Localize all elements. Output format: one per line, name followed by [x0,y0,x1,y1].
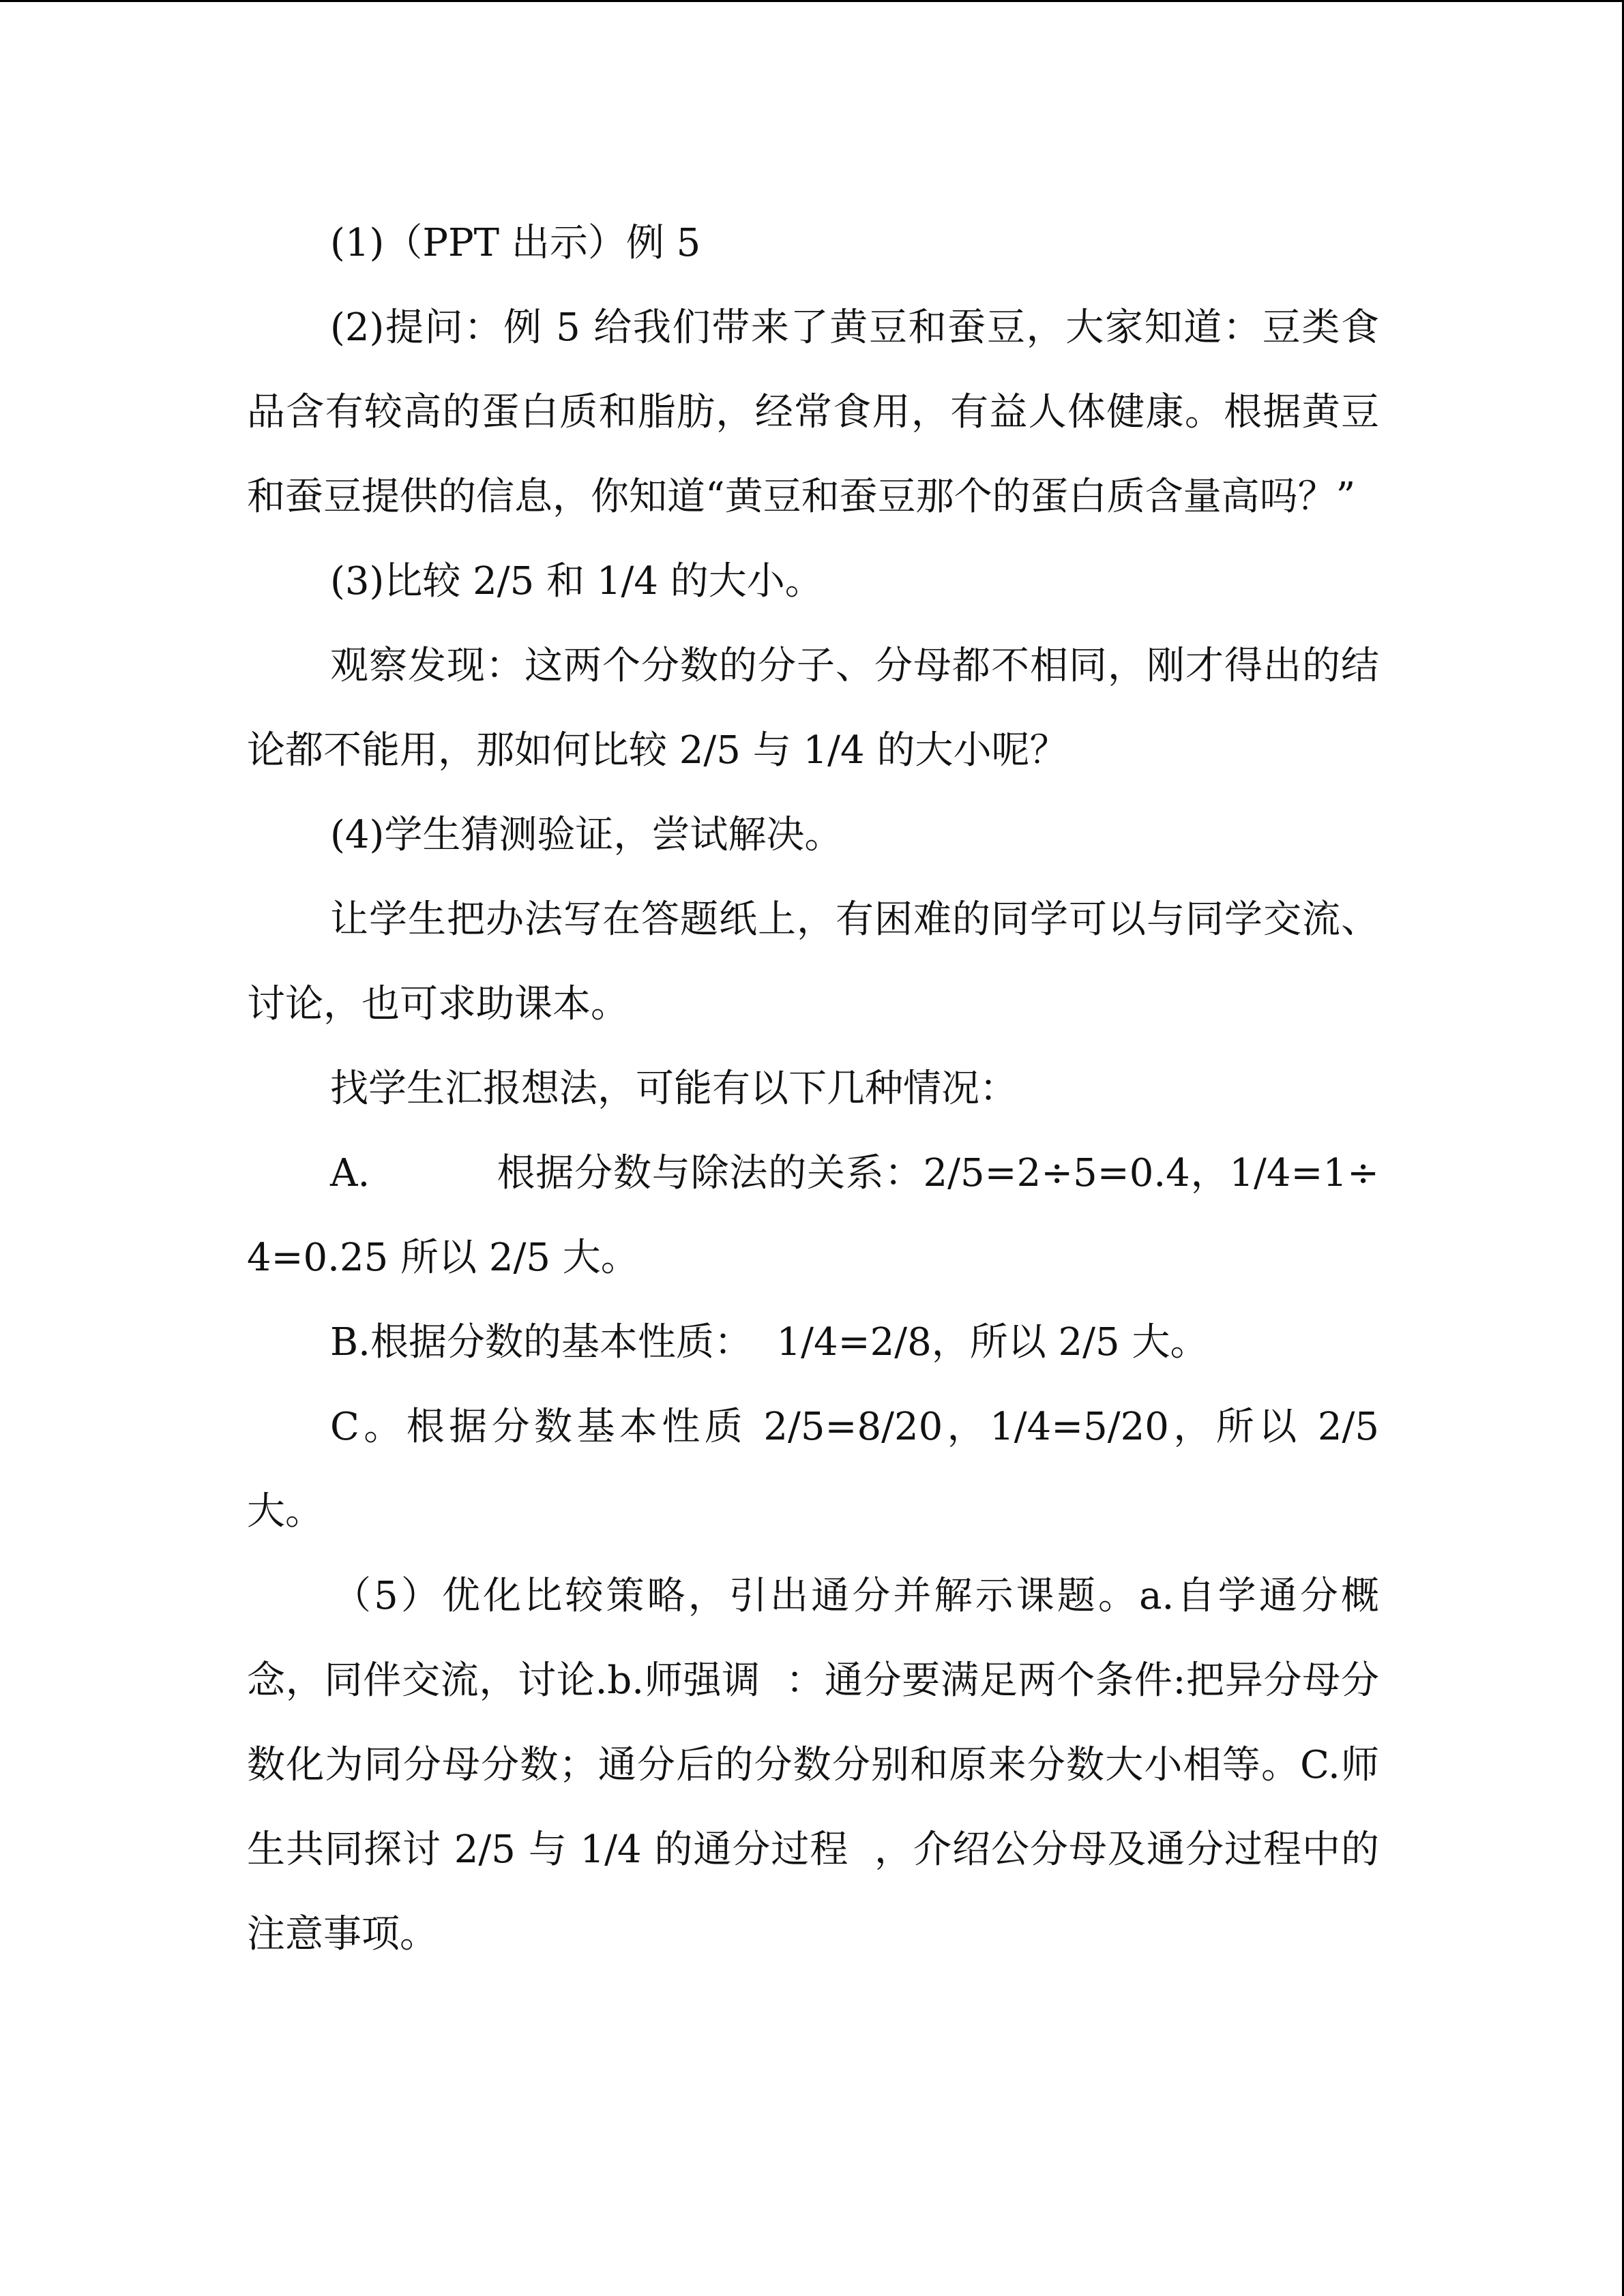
paragraph-7: 找学生汇报想法，可能有以下几种情况： [330,1067,1018,1111]
paragraph-4: 观察发现：这两个分数的分子、分母都不相同，刚才得出的结论都不能用，那如何比较 2/5 与 1/4 的大小呢？ [247,644,1379,773]
paragraph-11: （5）优化比较策略，引出通分并解示课题。a.自学通分概念，同伴交流，讨论.b.师强调 ：通分要满足两个条件:把异分母分数化为同分母分数；通分后的分数分别和原来分数大小相等。C.师生共同探讨 2/5 与 1/4 的通分过程 ，介绍公分母及通分过程中的注意事项。 [247,1574,1379,1956]
paragraph-5: (4)学生猜测验证，尝试解决。 [330,813,843,857]
page-border-top [0,0,1624,2]
paragraph-1: (1)（PPT 出示）例 5 [330,221,701,265]
paragraph-10: C。根据分数基本性质 2/5=8/20，1/4=5/20，所以 2/5 大。 [247,1405,1379,1534]
paragraph-2: (2)提问：例 5 给我们带来了黄豆和蚕豆，大家知道：豆类食品含有较高的蛋白质和脂肪，经常食用，有益人体健康。根据黄豆和蚕豆提供的信息，你知道“黄豆和蚕豆那个的蛋白质含量高吗？” [247,305,1379,519]
paragraph-3: (3)比较 2/5 和 1/4 的大小。 [330,559,823,603]
document-body [247,201,1379,1977]
paragraph-8: A. 根据分数与除法的关系：2/5=2÷5=0.4，1/4=1÷4=0.25 所以 2/5 大。 [247,1151,1379,1280]
paragraph-9: B.根据分数的基本性质： 1/4=2/8，所以 2/5 大。 [330,1320,1209,1365]
paragraph-6: 让学生把办法写在答题纸上，有困难的同学可以与同学交流、讨论，也可求助课本。 [247,897,1379,1026]
